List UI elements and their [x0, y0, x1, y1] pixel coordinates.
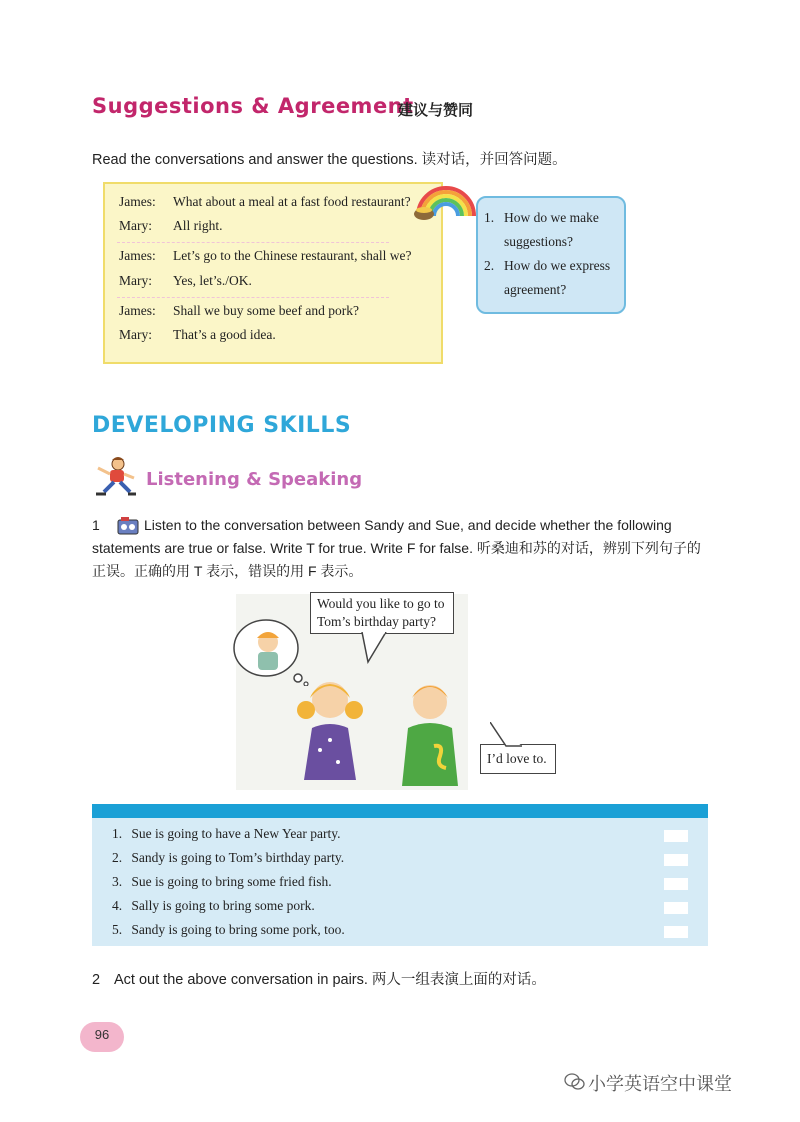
statement-number: 5.	[112, 922, 123, 937]
statement-number: 3.	[112, 874, 123, 889]
statements-table	[92, 818, 708, 946]
dialogue-box	[103, 182, 443, 364]
dialogue-text: Yes, let’s./OK.	[173, 273, 252, 288]
table-header-bar	[92, 804, 708, 818]
answer-box[interactable]	[664, 830, 688, 842]
question-item	[484, 206, 618, 254]
statement-number: 1.	[112, 826, 123, 841]
speaker-name: Mary:	[119, 273, 152, 288]
dialogue-line	[119, 327, 276, 343]
running-boy-icon	[92, 456, 138, 496]
dialogue-text: Let’s go to the Chinese restaurant, shall we?	[173, 248, 412, 263]
speaker-name: James:	[119, 248, 156, 263]
dashed-divider	[117, 297, 389, 298]
page-number: 96	[80, 1022, 124, 1052]
statement-row	[112, 874, 332, 890]
statement-row	[112, 898, 315, 914]
listening-speaking-title: Listening & Speaking	[146, 469, 363, 490]
question-text: How do we express	[504, 258, 611, 273]
statement-number: 4.	[112, 898, 123, 913]
statement-number: 2.	[112, 850, 123, 865]
rainbow-icon	[410, 172, 482, 222]
statement-text: Sandy is going to Tom’s birthday party.	[131, 850, 345, 865]
watermark-text: 小学英语空中课堂	[588, 1074, 732, 1094]
task-number: 2	[92, 972, 101, 988]
speaker-name: Mary:	[119, 327, 152, 342]
answer-box[interactable]	[664, 926, 688, 938]
statement-row	[112, 922, 345, 938]
question-text-cont: agreement?	[504, 282, 567, 297]
task-text: Listen to the conversation between Sandy and Sue, and decide whether the following statements are true or false. Write T for true. Write F for false. 听桑迪和苏的对话，辨别下列句子的正误。正确的用 T 表示，错误的用 F 表示。	[92, 517, 701, 579]
question-text-cont: suggestions?	[504, 234, 573, 249]
speech-bubble-girl: Would you like to go to Tom’s birthday party?	[310, 592, 454, 634]
section-subtitle: 建议与赞同	[398, 102, 474, 119]
speaker-name: James:	[119, 194, 156, 209]
question-number: 1.	[484, 210, 495, 225]
dialogue-line	[119, 273, 252, 289]
wechat-icon	[564, 1072, 586, 1092]
task-text: Act out the above conversation in pairs. 两人一组表演上面的对话。	[114, 972, 546, 988]
speech-bubble-boy: I’d love to.	[480, 744, 556, 774]
questions-box	[476, 196, 626, 314]
question-item	[484, 254, 618, 302]
statement-text: Sally is going to bring some pork.	[131, 898, 315, 913]
speech-tail-girl	[360, 632, 390, 664]
developing-skills-title: DEVELOPING SKILLS	[92, 413, 352, 438]
dialogue-line	[119, 218, 223, 234]
question-text: How do we make	[504, 210, 599, 225]
answer-box[interactable]	[664, 902, 688, 914]
answer-box[interactable]	[664, 878, 688, 890]
dialogue-text: All right.	[173, 218, 223, 233]
dialogue-line	[119, 194, 411, 210]
dialogue-text: What about a meal at a fast food restaurant?	[173, 194, 411, 209]
speaker-name: James:	[119, 303, 156, 318]
statement-row	[112, 826, 340, 842]
task-1-instruction	[92, 514, 712, 583]
statement-text: Sue is going to bring some fried fish.	[131, 874, 332, 889]
task-number: 1	[92, 517, 100, 533]
statement-text: Sandy is going to bring some pork, too.	[131, 922, 345, 937]
answer-box[interactable]	[664, 854, 688, 866]
dialogue-text: That’s a good idea.	[173, 327, 276, 342]
dialogue-text: Shall we buy some beef and pork?	[173, 303, 359, 318]
speech-tail-boy	[490, 722, 526, 748]
reading-instruction: Read the conversations and answer the questions. 读对话，并回答问题。	[92, 152, 567, 168]
girl-illustration-icon	[290, 670, 370, 788]
question-number: 2.	[484, 258, 495, 273]
speaker-name: Mary:	[119, 218, 152, 233]
statement-row	[112, 850, 344, 866]
dialogue-line	[119, 303, 359, 319]
task-2-instruction	[92, 968, 546, 989]
dialogue-line	[119, 248, 411, 264]
section-title: Suggestions & Agreement	[92, 94, 414, 118]
dashed-divider	[117, 242, 389, 243]
statement-text: Sue is going to have a New Year party.	[131, 826, 341, 841]
boy-illustration-icon	[388, 676, 472, 788]
